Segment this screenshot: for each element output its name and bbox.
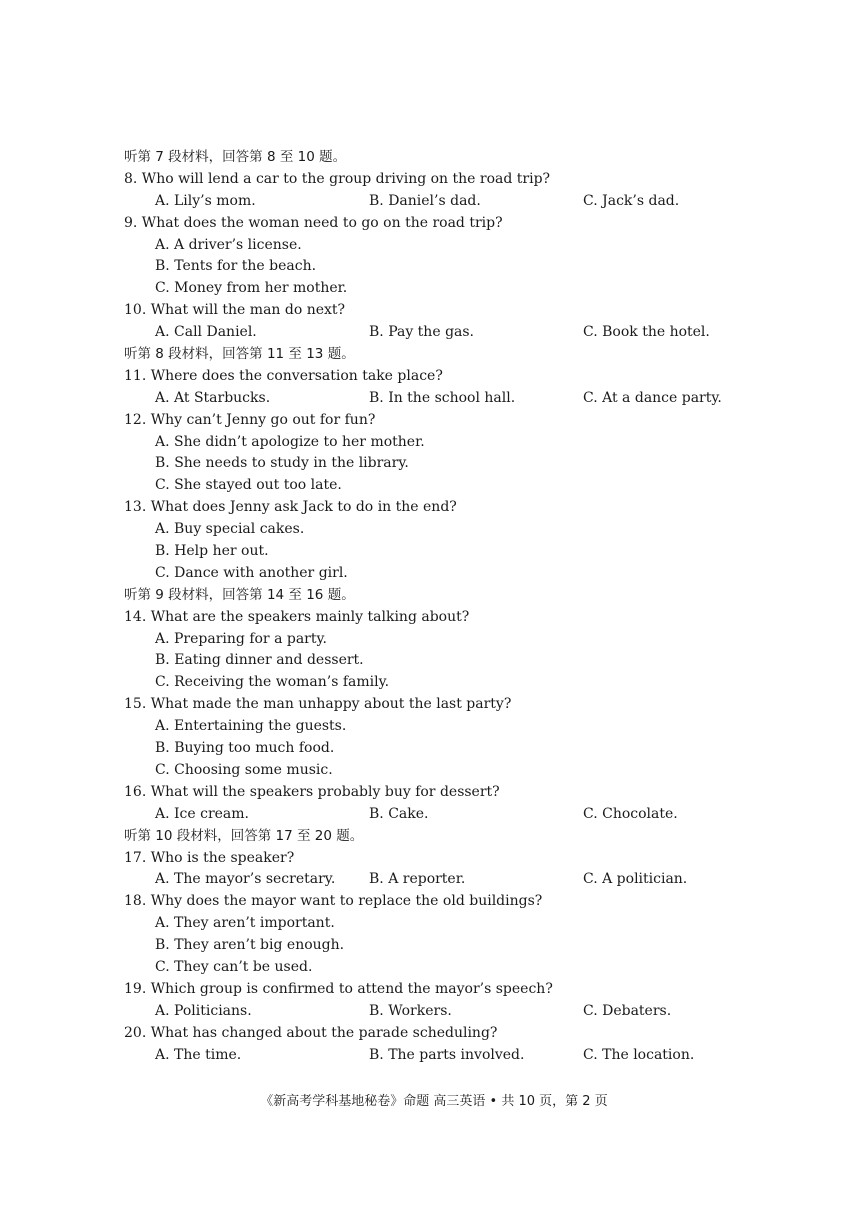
question-stem: 18. Why does the mayor want to replace the old buildings? <box>124 893 543 910</box>
answer-option: B. Daniel’s dad. <box>369 192 481 209</box>
question-stem: 13. What does Jenny ask Jack to do in the end? <box>124 499 457 516</box>
answer-option: B. She needs to study in the library. <box>155 455 409 472</box>
answer-option: A. Buy special cakes. <box>155 521 305 538</box>
answer-option: B. Help her out. <box>155 543 269 560</box>
answer-option: C. Book the hotel. <box>583 324 710 341</box>
answer-option: A. She didn’t apologize to her mother. <box>155 433 425 450</box>
answer-option: A. Entertaining the guests. <box>155 718 347 735</box>
answer-option: C. She stayed out too late. <box>155 477 342 494</box>
question-stem: 14. What are the speakers mainly talking about? <box>124 608 470 625</box>
answer-option: A. A driver’s license. <box>155 236 302 253</box>
answer-option: A. Preparing for a party. <box>155 630 327 647</box>
answer-option: C. Choosing some music. <box>155 761 333 778</box>
section-heading: 听第 7 段材料，回答第 8 至 10 题。 <box>124 149 347 165</box>
answer-option: C. Dance with another girl. <box>155 564 348 581</box>
answer-options-row <box>124 869 844 891</box>
section-heading: 听第 10 段材料，回答第 17 至 20 题。 <box>124 827 364 844</box>
answer-option: A. Ice cream. <box>155 805 250 822</box>
answer-option: C. The location. <box>583 1046 695 1063</box>
answer-option: B. Workers. <box>369 1002 452 1019</box>
answer-option: C. At a dance party. <box>583 389 722 406</box>
question-stem: 9. What does the woman need to go on the road trip? <box>124 214 503 231</box>
answer-option: A. Lily’s mom. <box>155 192 256 209</box>
page-footer: 《新高考学科基地秘卷》命题 高三英语 • 共 10 页，第 2 页 <box>260 1094 608 1109</box>
answer-option: C. Debaters. <box>583 1002 672 1019</box>
section-heading: 听第 9 段材料，回答第 14 至 16 题。 <box>124 586 355 603</box>
answer-options-row <box>124 804 844 826</box>
answer-options-row <box>124 1045 844 1067</box>
listening-questions <box>124 147 844 1066</box>
answer-option: B. A reporter. <box>369 871 466 888</box>
question-stem: 19. Which group is confirmed to attend the mayor’s speech? <box>124 980 553 997</box>
question-stem: 15. What made the man unhappy about the last party? <box>124 696 512 713</box>
answer-option: A. The mayor’s secretary. <box>155 871 336 888</box>
question-stem: 17. Who is the speaker? <box>124 849 295 866</box>
answer-option: B. They aren’t big enough. <box>155 937 345 954</box>
answer-option: B. Tents for the beach. <box>155 258 317 275</box>
answer-option: C. A politician. <box>583 871 688 888</box>
answer-option: B. Cake. <box>369 805 429 822</box>
answer-option: B. The parts involved. <box>369 1046 525 1063</box>
answer-option: A. At Starbucks. <box>155 389 271 406</box>
question-stem: 10. What will the man do next? <box>124 302 346 319</box>
answer-option: A. Call Daniel. <box>155 324 257 341</box>
answer-option: B. In the school hall. <box>369 389 516 406</box>
answer-option: C. They can’t be used. <box>155 958 313 975</box>
answer-option: B. Pay the gas. <box>369 324 475 341</box>
answer-option: C. Chocolate. <box>583 805 678 822</box>
question-stem: 16. What will the speakers probably buy for dessert? <box>124 783 500 800</box>
question-stem: 12. Why can’t Jenny go out for fun? <box>124 411 376 428</box>
answer-option: C. Money from her mother. <box>155 280 348 297</box>
section-heading: 听第 8 段材料，回答第 11 至 13 题。 <box>124 346 355 363</box>
answer-options-row <box>124 191 844 213</box>
answer-option: C. Jack’s dad. <box>583 192 680 209</box>
answer-option: C. Receiving the woman’s family. <box>155 674 390 691</box>
answer-options-row <box>124 1001 844 1023</box>
answer-options-row <box>124 388 844 410</box>
answer-option: A. They aren’t important. <box>155 915 335 932</box>
answer-option: B. Buying too much food. <box>155 740 335 757</box>
answer-option: A. Politicians. <box>155 1002 252 1019</box>
question-stem: 8. Who will lend a car to the group driving on the road trip? <box>124 170 551 187</box>
answer-option: B. Eating dinner and dessert. <box>155 652 364 669</box>
question-stem: 20. What has changed about the parade scheduling? <box>124 1024 498 1041</box>
question-stem: 11. Where does the conversation take place? <box>124 367 443 384</box>
answer-option: A. The time. <box>155 1046 242 1063</box>
answer-options-row <box>124 322 844 344</box>
